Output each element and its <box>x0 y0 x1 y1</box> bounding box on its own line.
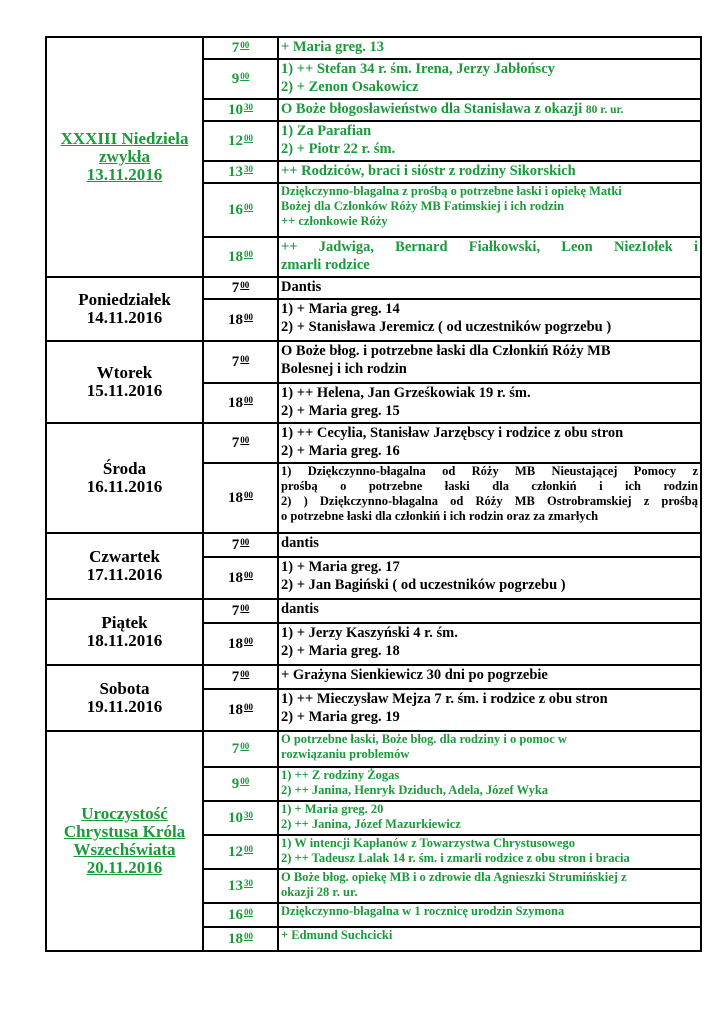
mass-hour: 16 <box>228 907 243 923</box>
intention-line: 2) ++ Tadeusz Lalak 14 r. śm. i zmarli rodzice z obu stron i bracia <box>281 851 630 865</box>
mass-minutes: 30 <box>244 164 253 174</box>
mass-time <box>203 299 278 341</box>
intention-line: 1) + Maria greg. 14 <box>281 301 400 317</box>
intention-line: 1) ++ Cecylia, Stanisław Jarzębscy i rodzice z obu stron <box>281 425 624 441</box>
mass-time <box>203 37 278 59</box>
mass-time <box>203 557 278 599</box>
mass-minutes: 00 <box>244 312 253 322</box>
mass-time <box>203 161 278 183</box>
mass-time <box>203 835 278 869</box>
intention-line: + Edmund Suchcicki <box>281 928 393 942</box>
mass-intention <box>278 557 701 599</box>
intention-line: Bolesnej i ich rodzin <box>281 361 407 377</box>
mass-intention <box>278 99 701 121</box>
schedule-row <box>46 37 701 59</box>
day-date: 15.11.2016 <box>86 381 163 400</box>
mass-hour: 9 <box>231 71 240 87</box>
day-name: Czwartek <box>89 547 160 566</box>
schedule-row <box>46 423 701 463</box>
mass-hour: 10 <box>228 810 243 826</box>
mass-hour: 7 <box>231 280 240 296</box>
mass-time <box>203 533 278 557</box>
day-cell <box>46 423 203 533</box>
intention-line: zmarli rodzice <box>281 257 370 273</box>
intention-line: dantis <box>281 535 319 551</box>
day-cell <box>46 341 203 423</box>
intention-line: ++ Jadwiga, Bernard Fiałkowski, Leon NiezIołek i <box>281 239 698 255</box>
mass-minutes: 00 <box>240 669 250 679</box>
mass-time <box>203 237 278 277</box>
day-name: Sobota <box>99 679 150 698</box>
mass-minutes: 00 <box>244 570 253 580</box>
intention-line: 1) W intencji Kapłanów z Towarzystwa Chrystusowego <box>281 836 575 850</box>
intention-line: 1) Dziękczynno-błagalna od Róży MB Nieustającej Pomocy z <box>281 464 698 478</box>
mass-minutes: 00 <box>240 40 250 50</box>
intention-line: 1) + Jerzy Kaszyński 4 r. śm. <box>281 625 458 641</box>
day-cell <box>46 665 203 731</box>
intention-line: Bożej dla Członków Róży MB Fatimskiej i ich rodzin <box>281 199 565 213</box>
day-date: 14.11.2016 <box>86 308 163 327</box>
intention-line: 2) + Maria greg. 18 <box>281 643 400 659</box>
mass-schedule-table <box>45 36 702 952</box>
mass-intention <box>278 869 701 903</box>
mass-time <box>203 599 278 623</box>
mass-minutes: 00 <box>244 490 253 500</box>
intention-line: 2) + Maria greg. 15 <box>281 403 400 419</box>
mass-intention <box>278 623 701 665</box>
mass-minutes: 30 <box>244 102 253 112</box>
intention-line: 2) + Jan Bagiński ( od uczestników pogrzebu ) <box>281 577 566 593</box>
mass-minutes: 00 <box>244 249 253 259</box>
day-name: Uroczystość Chrystusa Króla Wszechświata <box>63 804 186 859</box>
mass-hour: 7 <box>231 741 240 757</box>
mass-intention <box>278 599 701 623</box>
mass-time <box>203 927 278 951</box>
mass-hour: 13 <box>228 164 243 180</box>
mass-intention <box>278 423 701 463</box>
mass-minutes: 30 <box>244 810 253 820</box>
mass-intention <box>278 183 701 237</box>
mass-minutes: 00 <box>240 537 250 547</box>
mass-hour: 7 <box>231 435 240 451</box>
mass-hour: 16 <box>228 202 243 218</box>
mass-time <box>203 689 278 731</box>
mass-minutes: 00 <box>240 741 250 751</box>
day-cell <box>46 533 203 599</box>
day-cell <box>46 731 203 951</box>
intention-line: 2) + Stanisława Jeremicz ( od uczestników pogrzebu ) <box>281 319 612 335</box>
mass-time <box>203 767 278 801</box>
mass-intention <box>278 767 701 801</box>
schedule-row <box>46 665 701 689</box>
mass-time <box>203 99 278 121</box>
intention-line: + Grażyna Sienkiewicz 30 dni po pogrzebie <box>281 667 548 683</box>
intention-line: 1) ++ Z rodziny Żogas <box>281 768 400 782</box>
mass-minutes: 00 <box>240 354 250 364</box>
mass-minutes: 00 <box>240 71 250 81</box>
mass-minutes: 00 <box>244 202 253 212</box>
mass-minutes: 00 <box>240 435 250 445</box>
mass-intention <box>278 533 701 557</box>
day-name: Środa <box>102 459 147 478</box>
mass-hour: 10 <box>228 102 243 118</box>
day-name: Piątek <box>101 613 148 632</box>
mass-time <box>203 277 278 299</box>
mass-intention <box>278 665 701 689</box>
intention-line: 2) ) Dziękczynno-błagalna od Róży MB Ostrobramskiej z prośbą <box>281 494 698 508</box>
intention-line: + Maria greg. 13 <box>281 39 385 55</box>
intention-line: 1) + Maria greg. 20 <box>281 802 384 816</box>
mass-time <box>203 665 278 689</box>
intention-line: 2) ++ Janina, Józef Mazurkiewicz <box>281 817 461 831</box>
schedule-row <box>46 341 701 383</box>
mass-hour: 18 <box>228 249 243 265</box>
mass-minutes: 00 <box>240 603 250 613</box>
mass-hour: 7 <box>231 40 240 56</box>
mass-hour: 7 <box>231 537 240 553</box>
mass-hour: 18 <box>228 395 243 411</box>
day-date: 20.11.2016 <box>86 858 163 877</box>
mass-intention <box>278 801 701 835</box>
mass-time <box>203 423 278 463</box>
day-date: 17.11.2016 <box>86 565 163 584</box>
intention-line: prośbą o potrzebne łaski dla członkiń i ich rodzin <box>281 479 698 493</box>
intention-line: okazji 28 r. ur. <box>281 885 358 899</box>
mass-hour: 13 <box>228 878 243 894</box>
intention-line: 1) ++ Helena, Jan Grześkowiak 19 r. śm. <box>281 385 531 401</box>
intention-line: 2) + Zenon Osakowicz <box>281 79 419 95</box>
mass-time <box>203 183 278 237</box>
day-cell <box>46 599 203 665</box>
intention-line: rozwiązaniu problemów <box>281 747 410 761</box>
mass-minutes: 00 <box>244 636 253 646</box>
mass-minutes: 00 <box>244 395 253 405</box>
intention-line: 1) ++ Stefan 34 r. śm. Irena, Jerzy Jabłońscy <box>281 61 555 77</box>
mass-intention <box>278 37 701 59</box>
mass-time <box>203 731 278 767</box>
mass-hour: 7 <box>231 354 240 370</box>
mass-time <box>203 903 278 927</box>
intention-line: O Boże błogosławieństwo dla Stanisława z okazji <box>281 101 583 117</box>
intention-line: 1) Za Parafian <box>281 123 372 139</box>
day-name: Poniedziałek <box>78 290 171 309</box>
mass-hour: 9 <box>231 776 240 792</box>
mass-minutes: 00 <box>240 776 250 786</box>
mass-hour: 18 <box>228 490 243 506</box>
mass-hour: 7 <box>231 669 240 685</box>
mass-time <box>203 383 278 423</box>
schedule-row <box>46 533 701 557</box>
mass-hour: 18 <box>228 931 243 947</box>
mass-intention <box>278 927 701 951</box>
intention-suffix: 80 r. ur. <box>585 104 624 116</box>
mass-time <box>203 59 278 99</box>
intention-line: 1) ++ Mieczysław Mejza 7 r. śm. i rodzice z obu stron <box>281 691 608 707</box>
day-date: 16.11.2016 <box>86 477 163 496</box>
intention-line: 2) ++ Janina, Henryk Dziduch, Adela, Józef Wyka <box>281 783 549 797</box>
mass-hour: 18 <box>228 702 243 718</box>
mass-minutes: 00 <box>244 702 253 712</box>
day-date: 19.11.2016 <box>86 697 163 716</box>
mass-intention <box>278 121 701 161</box>
intention-line: O potrzebne łaski, Boże błog. dla rodziny i o pomoc w <box>281 732 567 746</box>
mass-minutes: 00 <box>244 907 253 917</box>
mass-time <box>203 341 278 383</box>
mass-intention <box>278 731 701 767</box>
mass-intention <box>278 277 701 299</box>
mass-intention <box>278 903 701 927</box>
schedule-row <box>46 731 701 767</box>
mass-minutes: 30 <box>244 878 253 888</box>
day-date: 18.11.2016 <box>86 631 163 650</box>
intention-line: 2) + Piotr 22 r. śm. <box>281 141 396 157</box>
day-cell <box>46 37 203 277</box>
mass-intention <box>278 341 701 383</box>
mass-hour: 18 <box>228 636 243 652</box>
mass-intention <box>278 59 701 99</box>
mass-intention <box>278 299 701 341</box>
mass-hour: 7 <box>231 603 240 619</box>
mass-time <box>203 121 278 161</box>
day-date: 13.11.2016 <box>86 165 163 184</box>
mass-intention <box>278 689 701 731</box>
intention-line: Dantis <box>281 279 322 295</box>
mass-minutes: 00 <box>244 844 253 854</box>
day-name: XXXIII Niedziela zwykła <box>60 129 189 166</box>
intention-line: 2) + Maria greg. 19 <box>281 709 400 725</box>
mass-minutes: 00 <box>244 133 253 143</box>
schedule-row <box>46 277 701 299</box>
intention-line: O Boże błog. i potrzebne łaski dla Członkiń Róży MB <box>281 343 611 359</box>
intention-line: Dziękczynno-błagalna w 1 rocznicę urodzin Szymona <box>281 904 565 918</box>
mass-hour: 12 <box>228 844 243 860</box>
intention-line: ++ Rodziców, braci i sióstr z rodziny Sikorskich <box>281 163 576 179</box>
intention-line: o potrzebne łaski dla członkiń i ich rodzin oraz za zmarłych <box>281 509 599 523</box>
schedule-body <box>46 37 701 951</box>
intention-line: 1) + Maria greg. 17 <box>281 559 400 575</box>
mass-time <box>203 869 278 903</box>
mass-minutes: 00 <box>240 280 250 290</box>
mass-minutes: 00 <box>244 931 253 941</box>
schedule-row <box>46 599 701 623</box>
mass-time <box>203 801 278 835</box>
mass-intention <box>278 463 701 533</box>
intention-line: Dziękczynno-błagalna z prośbą o potrzebne łaski i opiekę Matki <box>281 184 622 198</box>
intention-line: O Boże błog. opiekę MB i o zdrowie dla Agnieszki Strumińskiej z <box>281 870 627 884</box>
mass-intention <box>278 161 701 183</box>
intention-line: ++ członkowie Róży <box>281 214 388 228</box>
mass-hour: 12 <box>228 133 243 149</box>
mass-time <box>203 623 278 665</box>
mass-intention <box>278 237 701 277</box>
intention-line: dantis <box>281 601 319 617</box>
day-name: Wtorek <box>96 363 153 382</box>
mass-intention <box>278 383 701 423</box>
mass-time <box>203 463 278 533</box>
day-cell <box>46 277 203 341</box>
mass-hour: 18 <box>228 312 243 328</box>
mass-hour: 18 <box>228 570 243 586</box>
mass-intention <box>278 835 701 869</box>
intention-line: 2) + Maria greg. 16 <box>281 443 400 459</box>
